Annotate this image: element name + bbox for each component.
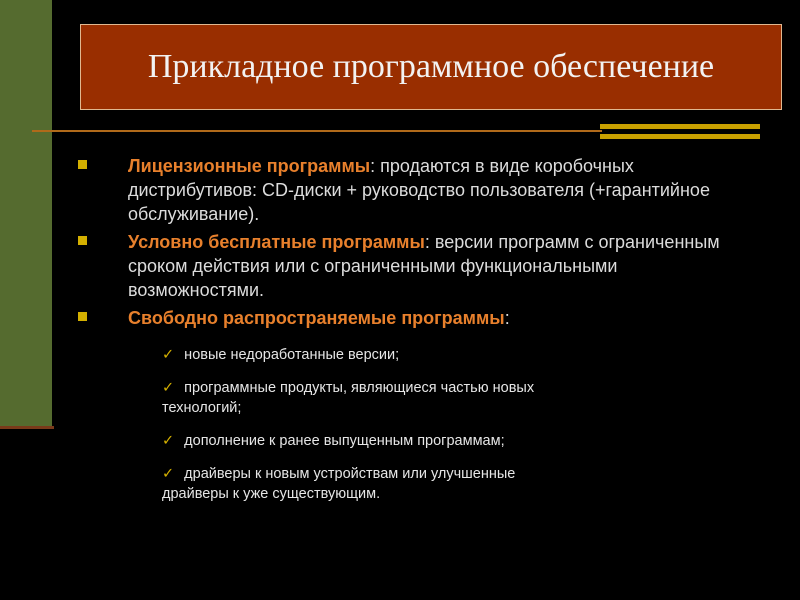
sub-list-item [162,464,582,504]
bullet-text: : [504,308,510,328]
bullet-term: Условно бесплатные программы [128,232,425,252]
bullet-term: Лицензионные программы [128,156,371,176]
sub-item-text: новые недоработанные версии; [180,347,400,363]
checkmark-icon: ✓ [162,433,175,449]
divider-line [32,130,602,132]
sub-list-item [162,378,582,418]
accent-bar-top [600,124,760,129]
bullet-text: : продаются в виде коробочных дистрибутивов: CD-диски + руководство пользователя (+гарантийное обслуживание). [128,156,710,224]
square-bullet-icon [78,312,87,321]
bullet-item [78,306,758,330]
bullet-text: : версии программ с ограниченным сроком действия или с ограниченными функциональными возможностями. [128,232,720,300]
sidebar-edge-decoration [0,426,54,429]
checkmark-icon: ✓ [162,347,175,363]
slide-title: Прикладное программное обеспечение [147,48,715,85]
sub-item-text: программные продукты, являющиеся частью новых технологий; [162,380,535,416]
sub-bullet-list [162,345,622,517]
sidebar-decoration [0,0,52,428]
bullet-item [78,154,758,226]
sub-item-text: дополнение к ранее выпущенным программам; [180,433,505,449]
sub-list-item [162,431,582,451]
square-bullet-icon [78,160,87,169]
title-box [80,24,782,110]
checkmark-icon: ✓ [162,380,175,396]
bullet-item [78,230,758,302]
accent-bar-bottom [600,134,760,139]
bullet-list [78,154,778,334]
checkmark-icon: ✓ [162,466,175,482]
square-bullet-icon [78,236,87,245]
sub-list-item [162,345,582,365]
sub-item-text: драйверы к новым устройствам или улучшенные драйверы к уже существующим. [162,466,516,502]
bullet-term: Свободно распространяемые программы [128,308,505,328]
